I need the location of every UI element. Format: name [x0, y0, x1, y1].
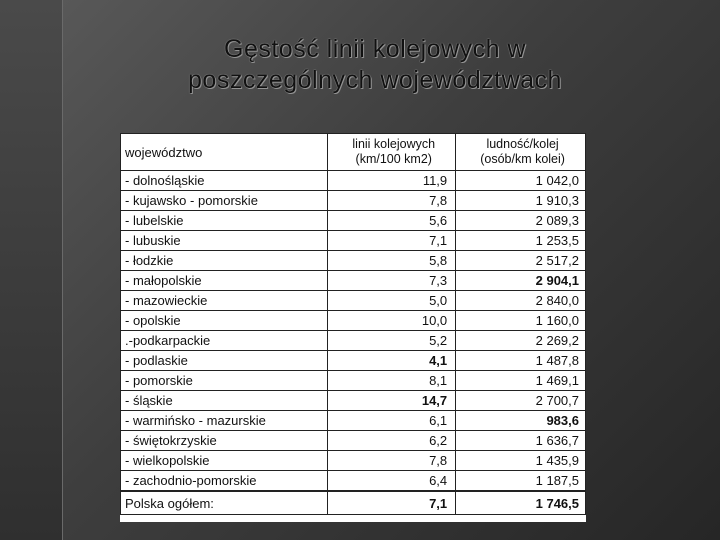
- cell-voivodeship: - kujawsko - pomorskie: [121, 191, 328, 211]
- cell-total-population-per-km: 1 746,5: [456, 491, 586, 515]
- cell-voivodeship: - opolskie: [121, 311, 328, 331]
- cell-rail-density: 7,1: [328, 231, 456, 251]
- cell-population-per-km: 2 904,1: [456, 271, 586, 291]
- cell-voivodeship: - lubuskie: [121, 231, 328, 251]
- cell-rail-density: 6,1: [328, 411, 456, 431]
- table-row: [121, 291, 586, 311]
- cell-population-per-km: 1 160,0: [456, 311, 586, 331]
- cell-rail-density: 14,7: [328, 391, 456, 411]
- header-population-line-1: ludność/kolej: [486, 137, 559, 151]
- cell-voivodeship: - dolnośląskie: [121, 171, 328, 191]
- header-rail-density-line-2: (km/100 km2): [355, 152, 432, 166]
- table-row: [121, 271, 586, 291]
- cell-voivodeship: - podlaskie: [121, 351, 328, 371]
- cell-voivodeship: - wielkopolskie: [121, 451, 328, 471]
- table-header-row: [121, 134, 586, 171]
- cell-population-per-km: 1 469,1: [456, 371, 586, 391]
- slide-title-line-1: Gęstość linii kolejowych w: [224, 35, 526, 63]
- table-row: [121, 391, 586, 411]
- cell-rail-density: 5,0: [328, 291, 456, 311]
- table-total-row: [121, 491, 586, 515]
- cell-rail-density: 7,8: [328, 191, 456, 211]
- table-row: [121, 471, 586, 492]
- cell-population-per-km: 1 910,3: [456, 191, 586, 211]
- table-row: [121, 431, 586, 451]
- table-row: [121, 351, 586, 371]
- cell-population-per-km: 2 269,2: [456, 331, 586, 351]
- slide-title: [70, 34, 680, 96]
- cell-population-per-km: 983,6: [456, 411, 586, 431]
- cell-population-per-km: 1 636,7: [456, 431, 586, 451]
- cell-rail-density: 7,3: [328, 271, 456, 291]
- cell-rail-density: 5,6: [328, 211, 456, 231]
- header-rail-density: [328, 134, 456, 171]
- header-population-per-km: [456, 134, 586, 171]
- cell-rail-density: 7,8: [328, 451, 456, 471]
- cell-total-label: Polska ogółem:: [121, 491, 328, 515]
- cell-voivodeship: - warmińsko - mazurskie: [121, 411, 328, 431]
- cell-voivodeship: - łodzkie: [121, 251, 328, 271]
- cell-rail-density: 6,4: [328, 471, 456, 492]
- cell-rail-density: 5,2: [328, 331, 456, 351]
- cell-population-per-km: 1 435,9: [456, 451, 586, 471]
- cell-population-per-km: 2 517,2: [456, 251, 586, 271]
- cell-population-per-km: 1 253,5: [456, 231, 586, 251]
- table-row: [121, 451, 586, 471]
- cell-voivodeship: .-podkarpackie: [121, 331, 328, 351]
- cell-population-per-km: 1 487,8: [456, 351, 586, 371]
- cell-rail-density: 10,0: [328, 311, 456, 331]
- cell-voivodeship: - świętokrzyskie: [121, 431, 328, 451]
- table-row: [121, 171, 586, 191]
- table-row: [121, 311, 586, 331]
- table-row: [121, 191, 586, 211]
- cell-voivodeship: - mazowieckie: [121, 291, 328, 311]
- table-row: [121, 211, 586, 231]
- railway-density-table-container: [120, 133, 586, 522]
- cell-population-per-km: 1 042,0: [456, 171, 586, 191]
- cell-voivodeship: - zachodnio-pomorskie: [121, 471, 328, 492]
- cell-rail-density: 5,8: [328, 251, 456, 271]
- header-voivodeship: województwo: [121, 134, 328, 171]
- table-row: [121, 231, 586, 251]
- cell-rail-density: 11,9: [328, 171, 456, 191]
- table-row: [121, 411, 586, 431]
- cell-voivodeship: - śląskie: [121, 391, 328, 411]
- cell-population-per-km: 2 089,3: [456, 211, 586, 231]
- slide-left-panel: [0, 0, 63, 540]
- table-row: [121, 371, 586, 391]
- slide-title-line-2: poszczególnych województwach: [188, 66, 562, 94]
- cell-population-per-km: 2 840,0: [456, 291, 586, 311]
- table-row: [121, 331, 586, 351]
- cell-rail-density: 8,1: [328, 371, 456, 391]
- header-rail-density-line-1: linii kolejowych: [352, 137, 436, 151]
- header-population-line-2: (osób/km kolei): [480, 152, 565, 166]
- cell-total-rail-density: 7,1: [328, 491, 456, 515]
- cell-voivodeship: - małopolskie: [121, 271, 328, 291]
- cell-voivodeship: - lubelskie: [121, 211, 328, 231]
- cell-population-per-km: 2 700,7: [456, 391, 586, 411]
- cell-voivodeship: - pomorskie: [121, 371, 328, 391]
- table-row: [121, 251, 586, 271]
- cell-rail-density: 6,2: [328, 431, 456, 451]
- cell-population-per-km: 1 187,5: [456, 471, 586, 492]
- cell-rail-density: 4,1: [328, 351, 456, 371]
- table-body: [121, 171, 586, 515]
- railway-density-table: [120, 133, 586, 515]
